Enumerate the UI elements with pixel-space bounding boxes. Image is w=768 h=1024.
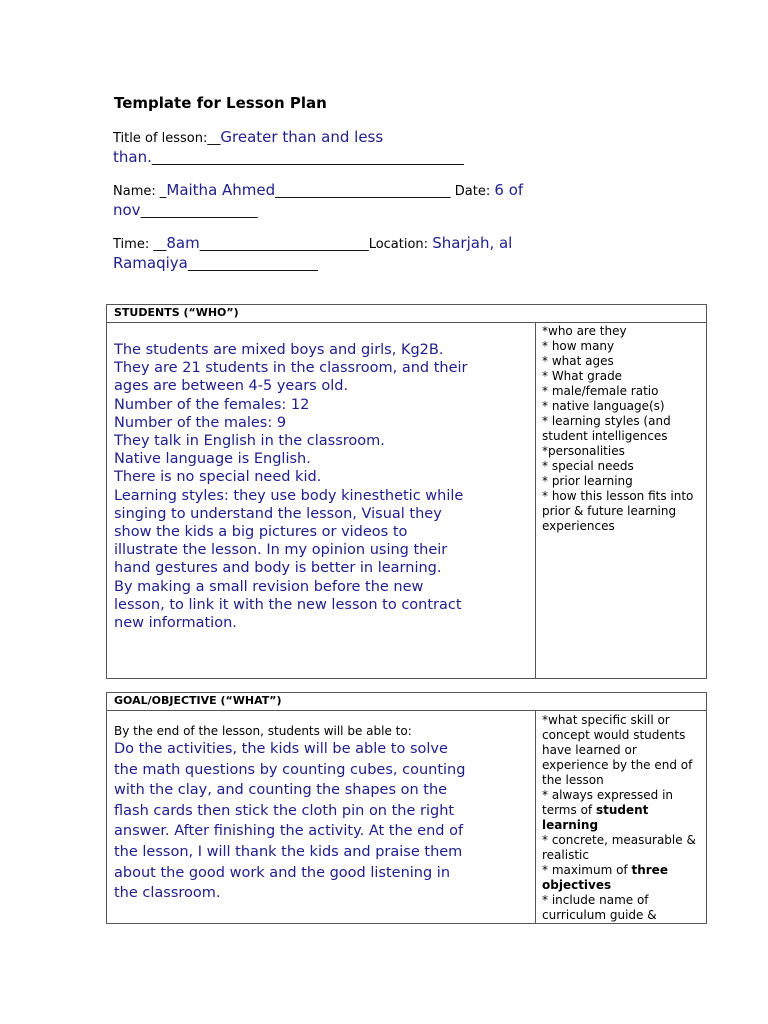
students-header: STUDENTS (“WHO”) (107, 305, 707, 323)
goal-prompt-2 (542, 788, 700, 833)
students-line: illustrate the lesson. In my opinion using their (114, 542, 448, 559)
goal-header: GOAL/OBJECTIVE (“WHAT”) (107, 693, 707, 711)
location-value: Sharjah, al Ramaqiya (113, 234, 513, 272)
students-prompt: * special needs (542, 459, 634, 473)
students-line: They talk in English in the classroom. (114, 433, 385, 450)
date-label: Date: (454, 184, 491, 199)
time-lines: __________________________ (199, 237, 369, 252)
students-prompts (536, 323, 707, 679)
students-line: lesson, to link it with the new lesson to contract (114, 596, 462, 613)
goal-line: the lesson, I will thank the kids and praise them (114, 843, 463, 860)
students-prompt: * how this lesson fits into prior & future learning experiences (542, 489, 694, 533)
location-lines: ____________________ (187, 257, 318, 272)
students-line: By making a small revision before the new (114, 578, 424, 595)
goal-description (107, 711, 536, 924)
time-value: 8am (166, 234, 200, 252)
students-prompt: * learning styles (and student intelligences (542, 414, 671, 443)
students-prompt: * What grade (542, 369, 623, 383)
students-lines (114, 341, 528, 632)
students-line: Number of the males: 9 (114, 414, 287, 431)
students-table (106, 304, 707, 679)
goal-prompt-5: * include name of curriculum guide & (542, 893, 657, 922)
time-label: Time: __ (113, 237, 167, 252)
time-location-field (113, 234, 613, 274)
location-label: Location: (368, 237, 429, 252)
lesson-title-label: Title of lesson:__ (113, 131, 221, 146)
name-value: Maitha Ahmed (166, 181, 276, 199)
goal-line: answer. After finishing the activity. At the end of (114, 823, 464, 840)
date-value: 6 of nov (113, 181, 524, 219)
goal-table (106, 692, 707, 924)
students-prompt-list (542, 324, 700, 534)
students-line: Native language is English. (114, 451, 311, 468)
goal-prompt-3: * concrete, measurable & realistic (542, 833, 696, 862)
goal-prompt-4-text: * maximum of (542, 863, 632, 877)
goal-intro: By the end of the lesson, students will be able to: (114, 724, 412, 738)
goal-prompt-2-bold: student learning (542, 803, 649, 832)
students-line: Learning styles: they use body kinesthetic while (114, 487, 464, 504)
goal-line: flash cards then stick the cloth pin on the right (114, 802, 455, 819)
students-prompt: *who are they (542, 324, 627, 338)
students-line: new information. (114, 615, 237, 632)
name-lines: ___________________________ (275, 184, 451, 199)
goal-prompt-1: *what specific skill or concept would students have learned or experience by the end of the lesson (542, 713, 693, 787)
students-line: show the kids a big pictures or videos to (114, 524, 408, 541)
lesson-title-lines: ________________________________________________ (151, 151, 464, 166)
page-title: Template for Lesson Plan (114, 94, 327, 112)
goal-line: about the good work and the good listening in (114, 864, 451, 881)
students-line: ages are between 4-5 years old. (114, 378, 349, 395)
goal-line: the classroom. (114, 885, 221, 902)
goal-lines (114, 739, 528, 904)
students-prompt: * native language(s) (542, 399, 665, 413)
students-line: There is no special need kid. (114, 469, 322, 486)
students-prompt: * male/female ratio (542, 384, 659, 398)
date-lines: __________________ (140, 204, 258, 219)
students-line: The students are mixed boys and girls, Kg2B. (114, 342, 444, 358)
goal-line: Do the activities, the kids will be able to solve (114, 741, 448, 757)
goal-prompts (536, 711, 707, 924)
goal-prompt-4 (542, 863, 700, 893)
goal-prompt-2-text: * always expressed in terms of (542, 788, 674, 817)
goal-line: with the clay, and counting the shapes on the (114, 782, 448, 799)
students-line: hand gestures and body is better in learning. (114, 560, 442, 577)
students-line: Number of the females: 12 (114, 396, 310, 413)
students-line: singing to understand the lesson, Visual they (114, 505, 442, 522)
goal-prompt-4-bold: three objectives (542, 863, 668, 892)
students-prompt: * prior learning (542, 474, 633, 488)
name-date-field (113, 181, 613, 221)
lesson-title-value: Greater than and less than. (113, 128, 384, 166)
students-prompt: * how many (542, 339, 615, 353)
lesson-title-field (113, 128, 613, 168)
goal-line: the math questions by counting cubes, counting (114, 761, 466, 778)
students-prompt: * what ages (542, 354, 614, 368)
students-description (107, 323, 536, 679)
students-prompt: *personalities (542, 444, 625, 458)
name-label: Name: _ (113, 184, 167, 199)
students-line: They are 21 students in the classroom, and their (114, 360, 468, 377)
